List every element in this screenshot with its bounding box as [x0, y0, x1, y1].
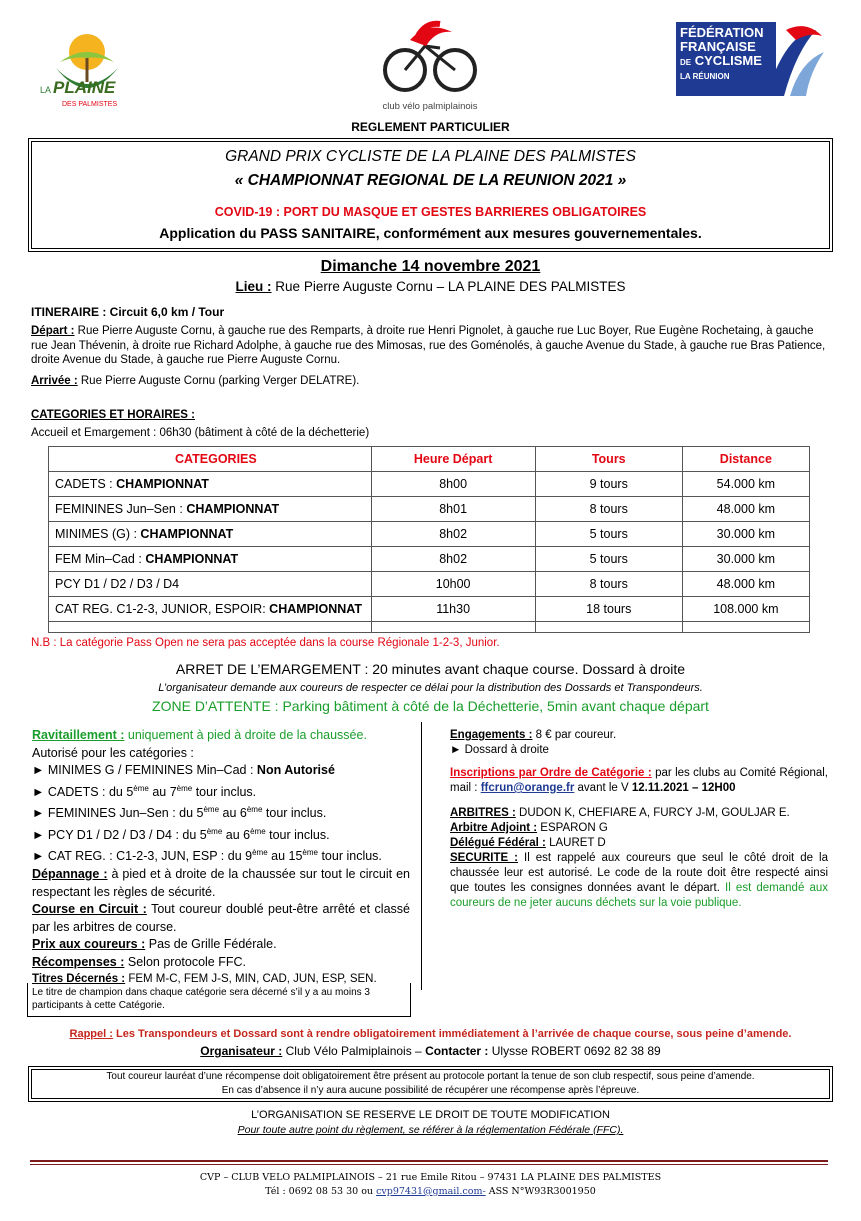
table-row: [49, 472, 810, 497]
ravit-item: [32, 762, 410, 780]
header-distance: [682, 447, 809, 472]
ravitaillement-label: Ravitaillement :: [32, 728, 125, 742]
cell-distance: 108.000 km: [682, 597, 809, 622]
ravit-item: [32, 780, 410, 802]
schedule-table: [48, 446, 810, 633]
pass-sanitaire-notice: Application du PASS SANITAIRE, conformément aux mesures gouvernementales.: [159, 225, 702, 241]
event-date: Dimanche 14 novembre 2021: [320, 258, 541, 275]
cell-heure: 8h00: [371, 472, 535, 497]
arrivee-paragraph: [31, 375, 359, 387]
cell-heure: 10h00: [371, 572, 535, 597]
category-name: MINIMES (G) :: [55, 527, 141, 541]
ravit-item-text: ► FEMININES Jun–Sen : du 5: [32, 806, 204, 821]
cell-empty: [535, 622, 682, 633]
ffc-swoosh-icon: [766, 22, 826, 102]
ravit-item-text: ► CAT REG. : C1-2-3, JUN, ESP : du 9: [32, 849, 253, 864]
zone-attente: ZONE D’ATTENTE : Parking bâtiment à côté de la Déchetterie, 5min avant chaque départ: [152, 698, 709, 714]
ravit-item-text: au 6: [219, 806, 247, 821]
sup: ème: [302, 848, 318, 858]
sup: ème: [133, 783, 149, 793]
category-name: FEM Min–Cad :: [55, 552, 146, 566]
recompenses-label: Récompenses :: [32, 954, 125, 969]
cell-tours: 8 tours: [535, 497, 682, 522]
category-name: PCY D1 / D2 / D3 / D4: [55, 577, 180, 591]
footer-email-link[interactable]: cvp97431@gmail.com-: [376, 1186, 486, 1197]
logo-left-line1: LA: [40, 85, 51, 95]
header-tours-text: Tours: [591, 452, 626, 466]
event-location: [0, 279, 861, 294]
depannage-text: à pied et à droite de la chaussée sur tout le circuit en respectant les règles de sécurité.: [32, 867, 410, 899]
sup: ème: [203, 805, 220, 815]
organisateur-demande: L’organisateur demande aux coureurs de respecter ce délai pour la distribution des Dossards et Transpondeurs.: [158, 682, 703, 694]
cell-empty: [682, 622, 809, 633]
organisateur-label: Organisateur :: [200, 1044, 283, 1058]
ravit-item-text: au 15: [267, 849, 303, 864]
ravit-item-text: au 6: [222, 827, 251, 842]
inscriptions: [450, 766, 828, 796]
arbitre-adjoint: [450, 821, 828, 836]
engagements: [450, 728, 828, 743]
cell-heure: 8h02: [371, 547, 535, 572]
depart-text: Rue Pierre Auguste Cornu, à gauche rue des Remparts, à droite rue Henri Pignolet, à gauche rue Luc Boyer, Rue Eugène Rochetaing, à gauche rue Jean Thévenin, à droite rue Richard Adolphe, à gauche rue des Mimosas, rue des Goménolés, à gauche Avenue du Stade, à gauche rue Bras Patience, droite Avenue du Stade, à gauche rue Pierre Auguste Cornu.: [31, 325, 826, 366]
engagements-text: 8 € par coureur.: [535, 729, 617, 741]
accueil-text: Accueil et Emargement : 06h30 (bâtiment à côté de la déchetterie): [31, 427, 370, 439]
nb-note: N.B : La catégorie Pass Open ne sera pas acceptée dans la course Régionale 1-2-3, Junior.: [31, 637, 500, 649]
header-distance-text: Distance: [719, 452, 772, 466]
ravit-item-text: ► CADETS : du 5: [32, 784, 134, 799]
footer-association: ASS N°W93R3001950: [488, 1186, 596, 1197]
ffc-line3: DE: [680, 58, 692, 67]
cell-distance: 48.000 km: [682, 497, 809, 522]
categories-heading: CATEGORIES ET HORAIRES :: [31, 409, 195, 421]
recompenses-text: Selon protocole FFC.: [127, 954, 246, 969]
logo-left-line2: PLAINE: [53, 78, 116, 97]
cell-tours: 9 tours: [535, 472, 682, 497]
arbitres-text: DUDON K, CHEFIARE A, FURCY J-M, GOULJAR E.: [519, 807, 790, 819]
table-row: [49, 597, 810, 622]
document-heading: REGLEMENT PARTICULIER: [351, 120, 510, 134]
cell-tours: 5 tours: [535, 547, 682, 572]
prix-text: Pas de Grille Fédérale.: [148, 937, 277, 952]
recompenses: [32, 954, 410, 972]
securite-green-text: Il est demandé aux coureurs de ne jeter aucuns déchets sur la voie publique.: [450, 882, 829, 909]
depannage: [32, 866, 410, 901]
footer-rule-top: [30, 1160, 828, 1162]
sup: ème: [250, 826, 266, 836]
cell-distance: 48.000 km: [682, 572, 809, 597]
ravitaillement-line: [32, 727, 410, 745]
sup: ème: [176, 783, 193, 793]
course-text: Tout coureur doublé peut-être arrêté et classé par les arbitres de course.: [32, 902, 410, 934]
category-name: CAT REG. C1-2-3, JUNIOR, ESPOIR:: [55, 602, 270, 616]
ravit-item: [32, 801, 410, 823]
depart-label: Départ :: [31, 325, 75, 337]
footer-contact: [0, 1186, 861, 1197]
inscriptions-avant: avant le V: [577, 782, 629, 794]
reglement-federal: Pour toute autre point du règlement, se référer à la réglementation Fédérale (FFC).: [237, 1124, 624, 1136]
ravit-item: [32, 844, 410, 866]
table-row: [49, 547, 810, 572]
itineraire-heading: ITINERAIRE : Circuit 6,0 km / Tour: [31, 305, 225, 319]
cell-empty: [49, 622, 372, 633]
ravit-item-text: tour inclus.: [192, 784, 257, 799]
cell-category: [49, 497, 372, 522]
cell-tours: 8 tours: [535, 572, 682, 597]
cell-heure: 11h30: [371, 597, 535, 622]
inscriptions-mail-link[interactable]: ffcrun@orange.fr: [480, 782, 575, 794]
ravit-item-text: tour inclus.: [262, 806, 327, 821]
ffc-logo: [676, 22, 826, 104]
logo-left-line3: DES PALMISTES: [62, 101, 118, 108]
autorise-label: Autorisé pour les catégories :: [32, 745, 194, 760]
cell-distance: 54.000 km: [682, 472, 809, 497]
category-championnat: CHAMPIONNAT: [140, 527, 234, 541]
arrivee-label: Arrivée :: [31, 375, 78, 387]
cell-empty: [371, 622, 535, 633]
column-divider: [421, 722, 422, 990]
arret-emargement: ARRET DE L’EMARGEMENT : 20 minutes avant chaque course. Dossard à droite: [175, 661, 686, 677]
securite-text: Il est rappelé aux coureurs que seul le côté droit de la chaussée leur est autorisé. Le code de la route doit être respecté ainsi que toutes les consignes données avant le départ.: [450, 852, 829, 894]
cell-category: [49, 522, 372, 547]
delegue-federal: [450, 836, 828, 851]
table-row: [49, 572, 810, 597]
cyclist-icon: [370, 18, 490, 98]
adjoint-label: Arbitre Adjoint :: [450, 822, 538, 834]
ravitaillement-text: uniquement à pied à droite de la chaussée.: [127, 728, 367, 742]
contacter-label: Contacter :: [425, 1044, 489, 1058]
adjoint-text: ESPARON G: [540, 822, 608, 834]
covid-notice: COVID-19 : PORT DU MASQUE ET GESTES BARRIERES OBLIGATOIRES: [214, 205, 647, 219]
category-name: CADETS :: [55, 477, 117, 491]
depart-paragraph: [31, 324, 831, 368]
ffc-line5: LA RÉUNION: [680, 72, 730, 81]
securite-label: SECURITE :: [450, 852, 518, 864]
cell-category: [49, 597, 372, 622]
inscriptions-text: par les clubs au Comité Régional, mail :: [450, 767, 829, 794]
club-velo-logo: [370, 18, 490, 110]
footer-phone: Tél : 0692 08 53 30 ou: [265, 1186, 374, 1197]
titres-label: Titres Décernés :: [32, 973, 126, 986]
sup: ème: [252, 848, 268, 858]
prix: [32, 936, 410, 954]
arbitres: [450, 806, 828, 821]
left-column: [32, 727, 410, 989]
organisation-droit: L’ORGANISATION SE RESERVE LE DROIT DE TOUTE MODIFICATION: [251, 1109, 610, 1121]
title-line1: GRAND PRIX CYCLISTE DE LA PLAINE DES PALMISTES: [225, 148, 636, 165]
category-championnat: CHAMPIONNAT: [186, 502, 280, 516]
cell-distance: 30.000 km: [682, 547, 809, 572]
cell-tours: 18 tours: [535, 597, 682, 622]
inscriptions-label: Inscriptions par Ordre de Catégorie :: [450, 767, 652, 779]
dossard-line: ► Dossard à droite: [450, 744, 549, 756]
category-championnat: CHAMPIONNAT: [269, 602, 362, 616]
ffc-line2: FRANÇAISE: [680, 39, 756, 54]
ravit-item-text: tour inclus.: [317, 849, 382, 864]
table-row: [49, 522, 810, 547]
footer-address: CVP – CLUB VELO PALMIPLAINOIS – 21 rue Emile Ritou – 97431 LA PLAINE DES PALMISTES: [199, 1172, 662, 1183]
laureat-line1: Tout coureur lauréat d’une récompense doit obligatoirement être présent au protocole portant la tenue de son club respectif, sous peine d’amende.: [106, 1071, 755, 1082]
non-autorise: Non Autorisé: [256, 763, 335, 777]
lieu-label: Lieu :: [235, 279, 272, 294]
sup: ème: [246, 805, 263, 815]
cell-category: [49, 472, 372, 497]
category-championnat: CHAMPIONNAT: [145, 552, 239, 566]
delegue-label: Délégué Fédéral :: [450, 837, 546, 849]
header-tours: [535, 447, 682, 472]
ravit-item-text: tour inclus.: [265, 827, 330, 842]
club-logo-caption: club vélo palmiplainois: [382, 101, 478, 112]
cell-tours: 5 tours: [535, 522, 682, 547]
category-name: FEMININES Jun–Sen :: [55, 502, 187, 516]
depannage-label: Dépannage :: [32, 867, 108, 882]
title-line2: « CHAMPIONNAT REGIONAL DE LA REUNION 2021 »: [234, 172, 627, 189]
inscriptions-date: 12.11.2021 – 12H00: [631, 782, 736, 794]
course-circuit: [32, 901, 410, 936]
cell-heure: 8h01: [371, 497, 535, 522]
rappel-line: [0, 1028, 861, 1040]
category-championnat: CHAMPIONNAT: [116, 477, 209, 491]
plaine-logo-text: [40, 78, 140, 108]
sup: ème: [206, 826, 223, 836]
laureat-line2: En cas d’absence il n’y aura aucune possibilité de récupérer une récompense après l’épreuve.: [221, 1085, 640, 1096]
header-categories: [49, 447, 372, 472]
cell-category: [49, 572, 372, 597]
cell-distance: 30.000 km: [682, 522, 809, 547]
organisateur-line: [0, 1044, 861, 1058]
contacter-text: Ulysse ROBERT 0692 82 38 89: [491, 1044, 661, 1058]
footer-rule-bottom: [30, 1164, 828, 1165]
ffc-line1: FÉDÉRATION: [680, 25, 764, 40]
cell-category: [49, 547, 372, 572]
header-heure: [371, 447, 535, 472]
arrivee-text: Rue Pierre Auguste Cornu (parking Verger DELATRE).: [80, 375, 360, 387]
titre-champion-box: Le titre de champion dans chaque catégorie sera décerné s’il y a au moins 3 participants à cette Catégorie.: [27, 983, 411, 1017]
rappel-text: Les Transpondeurs et Dossard sont à rendre obligatoirement immédiatement à l’arrivée de chaque course, sous peine d’amende.: [115, 1028, 792, 1040]
engagements-label: Engagements :: [450, 729, 533, 741]
right-column: [450, 728, 828, 911]
titres-text: FEM M-C, FEM J-S, MIN, CAD, JUN, ESP, SEN.: [128, 973, 377, 986]
organisateur-text: Club Vélo Palmiplainois –: [285, 1044, 422, 1058]
table-header-row: [49, 447, 810, 472]
header-heure-text: Heure Départ: [413, 452, 493, 466]
ravit-item: [32, 823, 410, 845]
table-row: [49, 497, 810, 522]
course-label: Course en Circuit :: [32, 902, 147, 917]
ravit-item-text: ► MINIMES G / FEMININES Min–Cad :: [32, 763, 257, 777]
ravit-item-text: au 7: [148, 784, 177, 799]
securite: [450, 851, 828, 911]
delegue-text: LAURET D: [549, 837, 606, 849]
arbitres-label: ARBITRES :: [450, 807, 516, 819]
rappel-label: Rappel :: [69, 1028, 113, 1040]
cell-heure: 8h02: [371, 522, 535, 547]
header-categories-text: CATEGORIES: [175, 452, 257, 466]
lieu-value: Rue Pierre Auguste Cornu – LA PLAINE DES PALMISTES: [275, 279, 626, 294]
prix-label: Prix aux coureurs :: [32, 937, 146, 952]
table-row-empty: [49, 622, 810, 633]
ffc-line4: CYCLISME: [694, 53, 762, 68]
ravit-item-text: ► PCY D1 / D2 / D3 / D4 : du 5: [32, 827, 207, 842]
